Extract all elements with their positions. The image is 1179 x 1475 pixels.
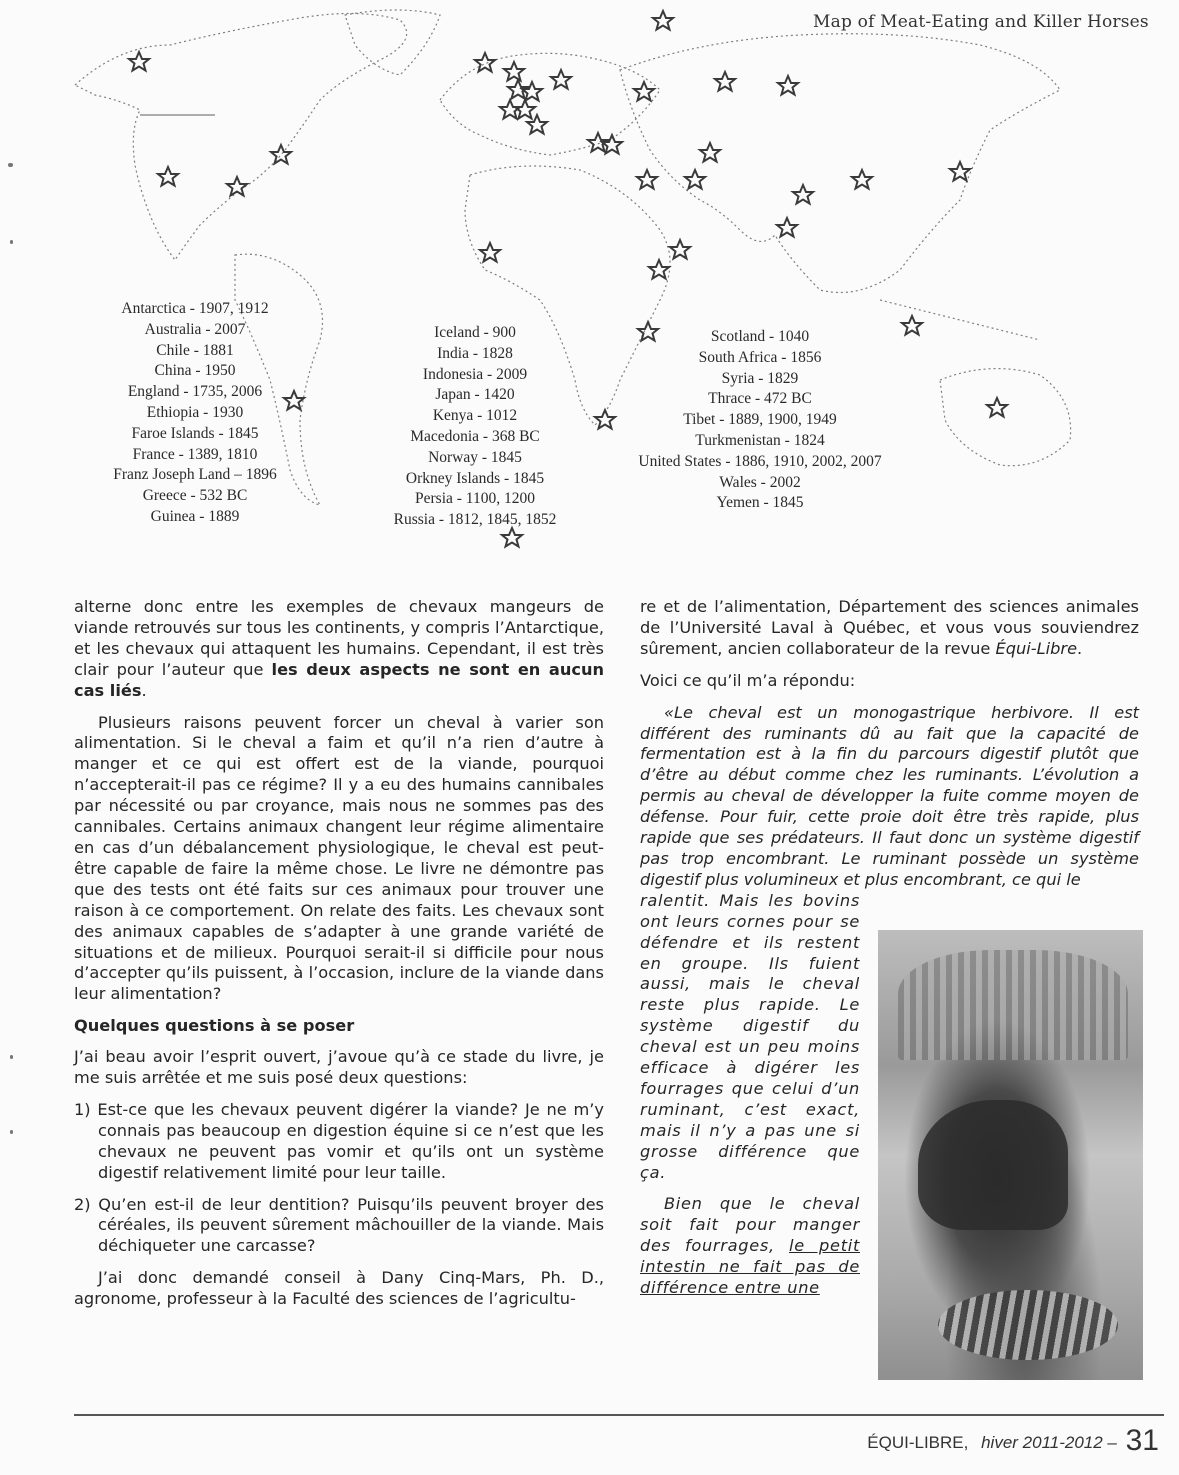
question-2: 2) Qu’en est-il de leur dentition? Puisqu’ils peuvent broyer des céréales, ils peuvent sûrement mâchouiller de la viande. Mais déchiqueter une carcasse? bbox=[74, 1194, 604, 1256]
world-map-figure bbox=[0, 0, 1179, 570]
map-legend-column-2 bbox=[360, 323, 590, 531]
legend-entry: Yemen - 1845 bbox=[716, 494, 804, 512]
map-legend-column-3 bbox=[610, 327, 910, 514]
legend-entry: Franz Joseph Land – 1896 bbox=[113, 466, 277, 484]
scan-artifact bbox=[8, 163, 13, 167]
legend-entry: France - 1389, 1810 bbox=[132, 445, 258, 463]
horse-tiger-engraving bbox=[878, 930, 1143, 1380]
article-column-left bbox=[74, 597, 604, 1321]
legend-entry: Indonesia - 2009 bbox=[422, 365, 528, 383]
legend-entry: Scotland - 1040 bbox=[710, 328, 810, 345]
magazine-name: Équi-Libre bbox=[995, 638, 1078, 658]
legend-entry: Kenya - 1012 bbox=[432, 407, 518, 425]
issue-label: hiver 2011-2012 – bbox=[981, 1433, 1117, 1452]
legend-entry: Orkney Islands - 1845 bbox=[405, 469, 545, 487]
emphasis-bold: les deux aspects ne sont en aucun cas liés bbox=[74, 659, 605, 700]
underlined-emphasis: le petit intestin ne fait pas de différence entre une bbox=[640, 1236, 860, 1298]
paragraph: Voici ce qu’il m’a répondu: bbox=[640, 670, 856, 690]
question-1: 1) Est-ce que les chevaux peuvent digérer la viande? Je ne m’y connais pas beaucoup en digestion équine si ce n’est que les chevaux ne peuvent pas vomir et qu’ils ont un système digestif relativement limité pour leur taille. bbox=[74, 1099, 604, 1182]
legend-entry: Iceland - 900 bbox=[434, 324, 516, 341]
legend-entry: Greece - 532 BC bbox=[142, 487, 248, 505]
legend-entry: Syria - 1829 bbox=[721, 369, 799, 387]
map-title: Map of Meat-Eating and Killer Horses bbox=[813, 12, 1149, 32]
spectators bbox=[898, 950, 1128, 1060]
page-number: 31 bbox=[1125, 1424, 1159, 1457]
legend-entry: China - 1950 bbox=[154, 362, 236, 380]
paragraph: Plusieurs raisons peuvent forcer un cheval à varier son alimentation. Si le cheval a faim et qu’il n’a rien d’autre à manger et ce qui est offert est de la viande, pourquoi n’accepterait-il pas ce régime? Il y a eu des humains cannibales par nécessité ou par croyance, mais nous ne sommes pas des cannibales. Certains animaux changent leur régime alimentaire en cas d’un débalancement physiologique, le cheval est peut-être capable de faire la même chose. Le livre ne démontre pas que des tests ont été faits sur ces animaux pour trouver une raison à ce comportement. On relate des faits. Les chevaux sont des animaux capables de s’adapter à une grande variété de situations et de milieux. Pourquoi serait-il si difficile pour nous d’accepter qu’ils puissent, à l’occasion, inclure de la viande dans leur alimentation? bbox=[74, 712, 604, 1004]
legend-entry: India - 1828 bbox=[437, 344, 513, 362]
legend-entry: Wales - 2002 bbox=[719, 473, 801, 491]
legend-entry: Faroe Islands - 1845 bbox=[131, 424, 259, 442]
section-heading: Quelques questions à se poser bbox=[74, 1016, 355, 1036]
horse-figure bbox=[918, 1100, 1068, 1230]
legend-entry: Antarctica - 1907, 1912 bbox=[121, 300, 269, 317]
expert-quote: «Le cheval est un monogastrique herbivore. Il est différent des ruminants dû au fait que la capacité de fermentation est à la fin du parcours digestif plutôt que d’être au début comme chez les ruminants. L’évolution a permis au cheval de développer la fuite comme moyen de défense. Pour fuir, cette proie doit être très rapide, plus rapide que ses prédateurs. Il faut donc un système digestif pas trop encombrant. Le ruminant possède un système digestif plus volumineux et plus encombrant, ce qui le bbox=[640, 702, 1139, 889]
scan-artifact bbox=[10, 240, 13, 244]
legend-entry: Ethiopia - 1930 bbox=[146, 403, 244, 421]
legend-entry: Macedonia - 368 BC bbox=[410, 427, 540, 445]
expert-quote-2: Bien que le cheval soit fait pour manger des fourrages, le petit intestin ne fait pas de différence entre une bbox=[640, 1194, 860, 1298]
paragraph: J’ai donc demandé conseil à Dany Cinq-Mars, Ph. D., agronome, professeur à la Faculté des sciences de l’agricultu- bbox=[74, 1268, 604, 1309]
legend-entry: Turkmenistan - 1824 bbox=[695, 431, 825, 449]
legend-entry: Russia - 1812, 1845, 1852 bbox=[393, 511, 557, 529]
legend-entry: England - 1735, 2006 bbox=[127, 383, 263, 401]
expert-quote-continued: ralentit. Mais les bovins ont leurs cornes pour se défendre et ils restent en groupe. Ils fuient aussi, mais le cheval reste plus rapide. Le système digestif du cheval est un peu moins efficace à digérer les fourrages que celui d’un ruminant, c’est exact, mais il n’y a pas une si grosse différence que ça. bbox=[640, 890, 860, 1182]
legend-entry: South Africa - 1856 bbox=[698, 348, 822, 366]
legend-entry: Thrace - 472 BC bbox=[708, 390, 812, 408]
magazine-title: ÉQUI-LIBRE, bbox=[867, 1433, 969, 1452]
page-footer bbox=[867, 1424, 1159, 1458]
legend-entry: Chile - 1881 bbox=[156, 341, 234, 359]
map-legend-column-1 bbox=[80, 299, 310, 528]
legend-entry: Guinea - 1889 bbox=[150, 507, 240, 525]
footer-divider bbox=[74, 1414, 1164, 1416]
legend-entry: Japan - 1420 bbox=[435, 386, 515, 404]
scan-artifact bbox=[10, 1055, 13, 1059]
legend-entry: Tibet - 1889, 1900, 1949 bbox=[683, 411, 837, 429]
paragraph: J’ai beau avoir l’esprit ouvert, j’avoue qu’à ce stade du livre, je me suis arrêtée et me suis posé deux questions: bbox=[74, 1047, 604, 1088]
scan-artifact bbox=[10, 1130, 13, 1134]
legend-entry: United States - 1886, 1910, 2002, 2007 bbox=[638, 452, 882, 470]
legend-entry: Norway - 1845 bbox=[428, 448, 522, 466]
legend-entry: Persia - 1100, 1200 bbox=[415, 490, 535, 508]
tiger-figure bbox=[938, 1290, 1118, 1360]
paragraph: re et de l’alimentation, Département des sciences animales de l’Université Laval à Québec, et vous vous souviendrez sûrement, ancien collaborateur de la revue Équi-Libre. bbox=[640, 597, 1139, 658]
paragraph: alterne donc entre les exemples de chevaux mangeurs de viande retrouvés sur tous les continents, y compris l’Antarctique, et les chevaux qui attaquent les humains. Cependant, il est très clair pour l’auteur que les deux aspects ne sont en aucun cas liés. bbox=[74, 597, 605, 700]
legend-entry: Australia - 2007 bbox=[144, 320, 246, 338]
